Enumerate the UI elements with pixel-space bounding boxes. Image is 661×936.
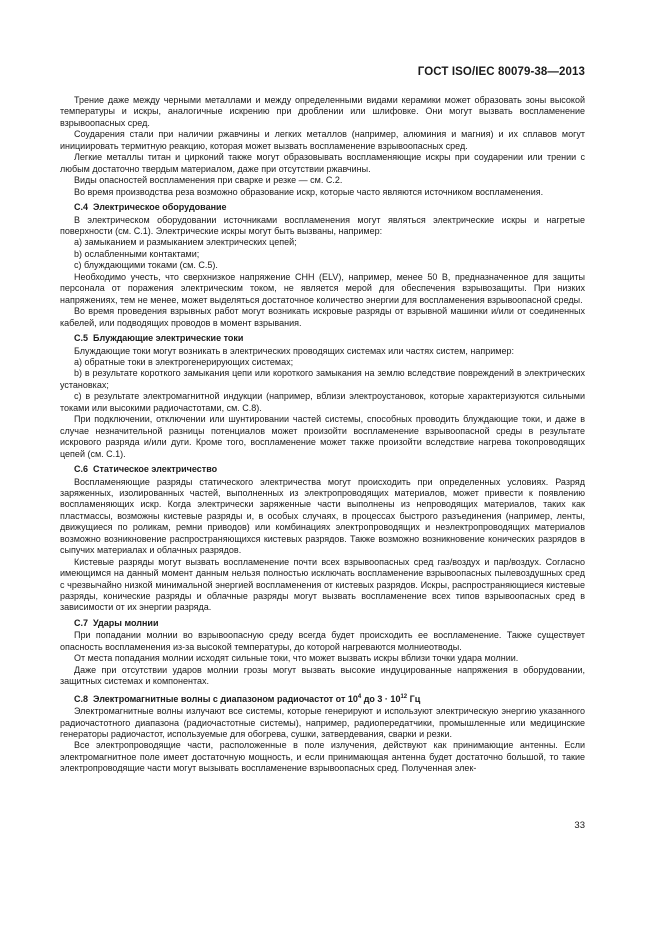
section-number: С.8 (74, 693, 89, 704)
paragraph: Блуждающие токи могут возникать в электрических проводящих системах или частях систем, например: (74, 345, 514, 356)
paragraph: Электромагнитные волны излучают все системы, которые генерируют и используют электрическую энергию указанного радиочастотного диапазона (радиочастотные системы), например, радиопередатчики, промышленные или медицинские генераторы радиочастот, используемые для обогрева, сушки, затвердевания, сварки и резки. (60, 706, 585, 740)
paragraph: Во время производства реза возможно образование искр, которые часто являются источником воспламенения. (74, 186, 544, 197)
section-title: Удары молнии (93, 617, 159, 628)
list-item: c) блуждающими токами (см. С.5). (74, 260, 218, 271)
section-title-part: 12 (400, 693, 408, 700)
section-title-part: 4 (357, 693, 362, 700)
list-item: a) замыканием и размыканием электрических цепей; (74, 237, 297, 248)
section-heading (60, 464, 585, 475)
paragraph: Соударения стали при наличии ржавчины и легких металлов (например, алюминия и магния) и их сплавов могут инициировать термитную реакцию, которая может вызвать воспламенение взрывоопасных сред. (60, 129, 585, 151)
section-title: Электрическое оборудование (93, 202, 227, 213)
section-title-part: Гц (407, 693, 421, 704)
section-number: С.6 (74, 464, 89, 475)
page-number: 33 (574, 820, 585, 831)
paragraph: Все электропроводящие части, расположенные в поле излучения, действуют как принимающие антенны. Если электромагнитное поле имеет достаточную мощность, и если принимающая антенна будет достаточно большой, то такие электропроводящие части могут вызывать воспламенение взрывоопасных сред. Полученная элек- (60, 740, 585, 774)
section-heading (60, 202, 585, 213)
page-body (60, 95, 585, 775)
list-item: c) в результате электромагнитной индукции (например, вблизи электроустановок, которые характеризуются сильными токами или высокими радиочастотами, см. С.8). (60, 391, 585, 413)
list-item: b) в результате короткого замыкания цепи или короткого замыкания на землю вследствие повреждений в электрических установках; (60, 368, 585, 390)
section-heading (60, 692, 585, 705)
paragraph: От места попадания молнии исходят сильные токи, что может вызвать искры вблизи точки удара молнии. (74, 653, 519, 664)
paragraph: При подключении, отключении или шунтировании частей системы, способных проводить блуждающие токи, и даже в случае незначительной разницы потенциалов может произойти воспламенение взрывоопасной среды в результате искрового разряда и/или дуги. Кроме того, воспламенение может также произойти вследствие нагрева токопроводящих цепей (см. С.1). (60, 414, 585, 459)
paragraph: Воспламеняющие разряды статического электричества могут происходить при определенных условиях. Разряд заряженных, изолированных частей, выполненных из электропроводящих материалов, может привести к появлению воспламеняющих искр. Когда электрически заряженные части выполнены из непроводящих материалов, таких как пластмассы, возможны кистевые разряды и, в особых случаях, в процессах быстрого разъединения (например, ленты, движущиеся по роликам, ремни приводов) или комбинациях электропроводящих и неэлектропроводящих материалов возможно возникновение распространяющихся кистевых разрядов. Также возможно возникновение конических разрядов в сыпучих материалах и облачных разрядов. (60, 476, 585, 556)
paragraph: Трение даже между черными металлами и между определенными видами керамики может образовать зоны высокой температуры и искры, аналогичные искрению при дроблении или шлифовке. Они могут вызвать воспламенение взрывоопасных сред. (60, 95, 585, 128)
section-number: С.5 (74, 333, 89, 344)
list-item: a) обратные токи в электрогенерирующих системах; (74, 356, 294, 367)
section-number: С.4 (74, 202, 89, 213)
section-title-part: до 3 · 10 (361, 693, 401, 704)
paragraph: Кистевые разряды могут вызвать воспламенение почти всех взрывоопасных сред газ/воздух и пар/воздух. Согласно имеющимся на данный момент данным нельзя полностью исключать воспламенение взрывоопасных пылевоздушных сред с чрезвычайно низкой минимальной энергией воспламенения от кистевых разрядов. Искры, распространяющиеся кистевые разряды, конические разряды и облачные разряды могут вызвать воспламенение всех типов взрывоопасных сред в зависимости от их энергии разряда. (60, 556, 585, 613)
section-title: Блуждающие электрические токи (93, 333, 244, 344)
section-title: Статическое электричество (93, 464, 218, 475)
section-title-part: Электромагнитные волны с диапазоном радиочастот от 10 (93, 693, 358, 704)
paragraph: В электрическом оборудовании источниками воспламенения могут являться электрические искры и нагретые поверхности (см. С.1). Электрические искры могут быть вызваны, например: (60, 214, 585, 236)
paragraph: При попадании молнии во взрывоопасную среду всегда будет происходить ее воспламенение. Также существует опасность воспламенения из-за высокой температуры, до которой нагреваются молниеотводы. (60, 630, 585, 652)
paragraph: Легкие металлы титан и цирконий также могут образовывать воспламеняющие искры при соударении или трении с любым достаточно твердым материалом, даже при отсутствии ржавчины. (60, 152, 585, 174)
paragraph: Во время проведения взрывных работ могут возникать искровые разряды от взрывной машинки и/или от соединенных кабелей, или подводящих проводов в момент взрывания. (60, 306, 585, 328)
section-heading (60, 618, 585, 629)
list-item: b) ослабленными контактами; (74, 248, 200, 259)
paragraph: Даже при отсутствии ударов молнии грозы могут вызвать высокие индуцированные напряжения в оборудовании, защитных системах и компонентах. (60, 664, 585, 687)
section-heading (60, 333, 585, 344)
paragraph: Виды опасностей воспламенения при сварке и резке — см. С.2. (74, 175, 343, 186)
section-number: С.7 (74, 617, 89, 628)
paragraph: Необходимо учесть, что сверхнизкое напряжение СНН (ELV), например, менее 50 В, предназначенное для защиты персонала от поражения электрическим током, не является мерой для обеспечения взрывозащиты. При низких напряжениях, тем не менее, может выделяться достаточное количество энергии для воспламенения взрывоопасной среды. (60, 271, 585, 305)
document-header-standard: ГОСТ ISO/IEC 80079-38—2013 (417, 66, 585, 78)
